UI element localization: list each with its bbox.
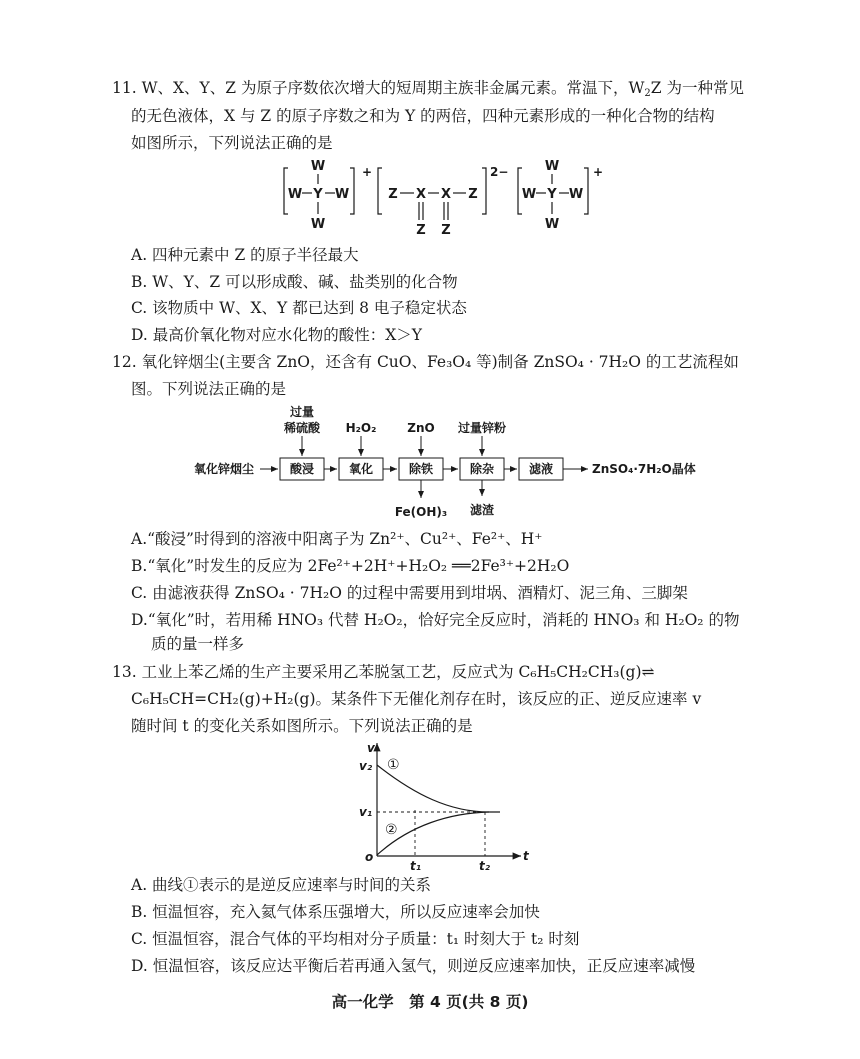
q13-option-b: B. 恒温恒容，充入氦气体系压强增大，所以反应速率会加快: [131, 903, 540, 921]
q13-stem-line2: C₆H₅CH=CH₂(g)+H₂(g)。某条件下无催化剂存在时，该反应的正、逆反应速率 v: [131, 690, 702, 708]
q11-option-b: B. W、Y、Z 可以形成酸、碱、盐类别的化合物: [131, 273, 458, 291]
q12-box-label4: 除杂: [469, 462, 495, 476]
q12-input-label2: H₂O₂: [345, 421, 377, 435]
q11-w-bottom2: W: [544, 217, 560, 232]
q12-box-label3: 除铁: [408, 462, 434, 476]
q11-z3: Z: [416, 223, 426, 238]
q12-box-label1: 酸浸: [289, 462, 315, 476]
q11-z2: Z: [468, 187, 478, 202]
q12-output-label2: 滤渣: [469, 503, 495, 517]
q12-box-label5: 滤液: [528, 462, 554, 476]
q13-origin: o: [365, 850, 374, 864]
q11-w-right: W: [334, 187, 350, 202]
q11-x1: X: [415, 187, 427, 202]
q11-w-left: W: [287, 187, 303, 202]
q12-start: 氧化锌烟尘: [194, 462, 255, 476]
q12-flow-diagram: [190, 402, 730, 522]
q13-x-axis-label: t: [523, 849, 529, 863]
q11-w-left2: W: [521, 187, 537, 202]
q11-stem-line1: 11. W、X、Y、Z 为原子序数依次增大的短周期主族非金属元素。常温下，$W_2Z$ 为一种常见: [112, 79, 744, 99]
q12-option-d-line1: D.“氧化”时，若用稀 HNO₃ 代替 H₂O₂，恰好完全反应时，消耗的 HNO₃ 和 H₂O₂ 的物: [131, 611, 740, 629]
q13-stem-line1: 13. 工业上苯乙烯的生产主要采用乙苯脱氢工艺，反应式为 C₆H₅CH₂CH₃(g)⇌: [112, 663, 655, 681]
q11-charge2: 2−: [490, 165, 509, 179]
q12-input-label4: 过量锌粉: [457, 421, 507, 435]
q13-option-d: D. 恒温恒容，该反应达平衡后若再通入氢气，则逆反应速率加快，正反应速率减慢: [131, 957, 696, 975]
q13-option-c: C. 恒温恒容，混合气体的平均相对分子质量：t₁ 时刻大于 t₂ 时刻: [131, 930, 580, 948]
q11-z4: Z: [441, 223, 451, 238]
q11-z1: Z: [388, 187, 398, 202]
q11-stem-line3: 如图所示，下列说法正确的是: [131, 134, 333, 152]
q12-output-label1: Fe(OH)₃: [394, 505, 448, 519]
q13-curve1-label: ①: [387, 757, 400, 773]
q11-w-top: W: [310, 159, 326, 174]
q13-y-axis-label: v: [367, 741, 375, 755]
q11-y1: Y: [313, 187, 323, 202]
q11-charge3: +: [593, 165, 604, 179]
q13-curve2-label: ②: [385, 822, 398, 838]
q12-box-label2: 氧化: [348, 462, 374, 476]
q13-t2-label: t₂: [479, 859, 490, 873]
q12-option-a: A.“酸浸”时得到的溶液中阳离子为 Zn²⁺、Cu²⁺、Fe²⁺、H⁺: [131, 530, 543, 548]
q13-v2-label: v₂: [359, 759, 373, 773]
q11-charge1: +: [362, 165, 373, 179]
q11-structure-diagram: [280, 152, 604, 244]
q11-w-right2: W: [568, 187, 584, 202]
q11-y2: Y: [547, 187, 557, 202]
q13-stem-line3: 随时间 t 的变化关系如图所示。下列说法正确的是: [131, 717, 473, 735]
q11-stem-line2: 的无色液体，X 与 Z 的原子序数之和为 Y 的两倍，四种元素形成的一种化合物的结构: [131, 107, 715, 125]
q12-input-label3: ZnO: [407, 421, 435, 435]
q12-input-label1b: 稀硫酸: [283, 421, 321, 435]
q11-option-d: D. 最高价氧化物对应水化物的酸性：X＞Y: [131, 326, 422, 344]
q12-option-d-line2: 质的量一样多: [151, 635, 245, 653]
q13-t1-label: t₁: [410, 859, 421, 873]
q13-rate-graph: [355, 737, 535, 872]
q12-product: ZnSO₄·7H₂O晶体: [592, 462, 696, 476]
q11-option-c: C. 该物质中 W、X、Y 都已达到 8 电子稳定状态: [131, 299, 467, 317]
q12-input-label1a: 过量: [289, 405, 315, 419]
q13-option-a: A. 曲线①表示的是逆反应速率与时间的关系: [131, 876, 432, 894]
q12-option-c: C. 由滤液获得 ZnSO₄ · 7H₂O 的过程中需要用到坩埚、酒精灯、泥三角、三脚架: [131, 584, 688, 602]
q11-w-bottom: W: [310, 217, 326, 232]
q12-stem-line1: 12. 氧化锌烟尘(主要含 ZnO，还含有 CuO、Fe₃O₄ 等)制备 ZnSO₄ · 7H₂O 的工艺流程如: [112, 353, 739, 371]
q12-stem-line2: 图。下列说法正确的是: [131, 380, 287, 398]
q11-w-top2: W: [544, 159, 560, 174]
q13-v1-label: v₁: [359, 805, 373, 819]
page-footer: 高一化学 第 4 页(共 8 页): [331, 993, 529, 1011]
q11-option-a: A. 四种元素中 Z 的原子半径最大: [131, 246, 359, 264]
q11-x2: X: [440, 187, 452, 202]
q12-option-b: B.“氧化”时发生的反应为 2Fe²⁺+2H⁺+H₂O₂ ══2Fe³⁺+2H₂O: [131, 557, 570, 575]
